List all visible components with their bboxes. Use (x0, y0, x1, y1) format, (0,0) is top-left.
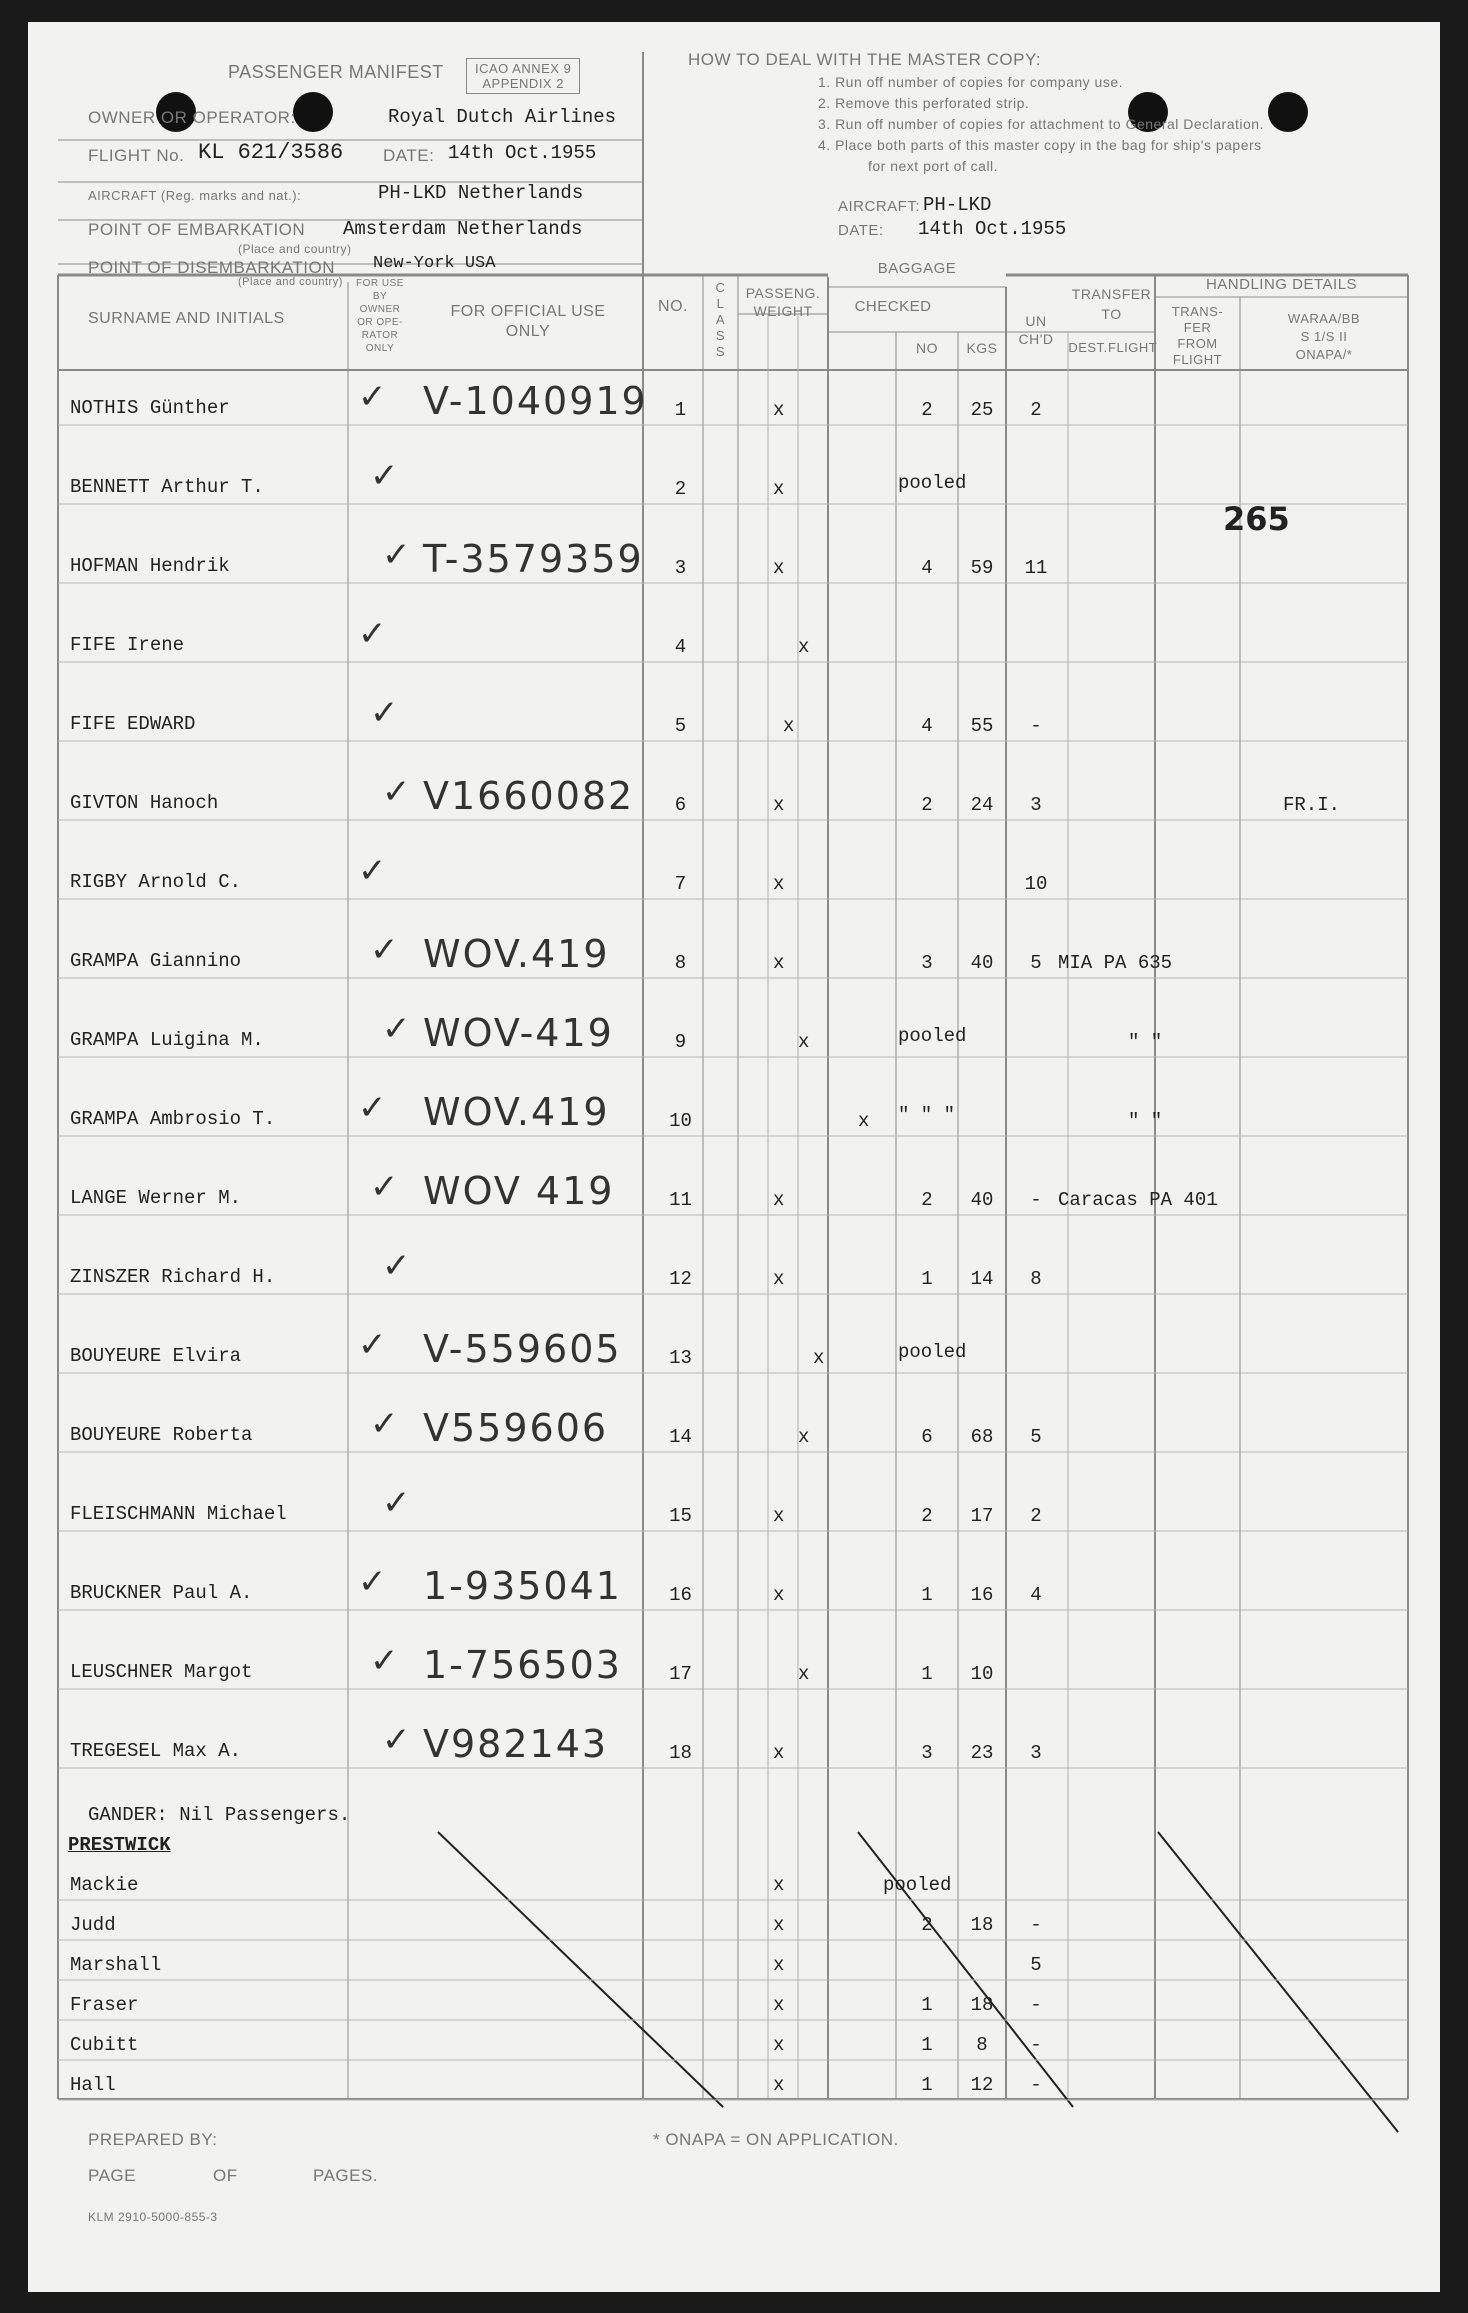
master-aircraft-label: AIRCRAFT: (838, 198, 921, 215)
row-number: 11 (669, 1189, 692, 1211)
class-mark: x (773, 1742, 785, 1764)
icao-annex: ICAO ANNEX 9 (475, 61, 572, 76)
baggage-kgs: pooled (898, 472, 967, 494)
passenger-name: LEUSCHNER Margot (70, 1661, 253, 1683)
row-number: 15 (669, 1505, 692, 1527)
official-number: 1-935041 (423, 1564, 622, 1608)
header-line: L (716, 296, 725, 311)
stamp-number: 265 (1223, 500, 1290, 538)
class-mark: x (773, 952, 785, 974)
baggage-count: 2 (921, 794, 933, 816)
header-line: FER (1183, 320, 1212, 335)
official-number: V559606 (423, 1406, 609, 1450)
baggage-count: 3 (921, 952, 933, 974)
row-number: 17 (669, 1663, 692, 1685)
owner-value: Royal Dutch Airlines (388, 106, 617, 128)
disembark-label: POINT OF DISEMBARKATION (88, 258, 336, 277)
header-line: S (715, 344, 726, 359)
master-copy-step: 4. Place both parts of this master copy in the bag for ship's papers (818, 137, 1262, 153)
baggage-kgs: 55 (970, 715, 994, 737)
passenger-name: FLEISCHMANN Michael (70, 1503, 287, 1525)
master-copy-step: 3. Run off number of copies for attachment to General Declaration. (818, 116, 1264, 132)
header-line: UN (1025, 313, 1047, 329)
baggage-kgs: 40 (970, 1189, 994, 1211)
baggage-count: 2 (921, 399, 933, 421)
passenger-name: BOUYEURE Elvira (70, 1345, 242, 1367)
row-number: 4 (674, 636, 687, 658)
class-mark: x (813, 1347, 825, 1369)
class-mark: x (773, 2074, 785, 2096)
baggage-count: 2 (921, 1914, 933, 1936)
unchecked-baggage: 5 (1030, 952, 1042, 974)
row-number: 10 (669, 1110, 692, 1132)
baggage-kgs: 12 (970, 2074, 994, 2096)
baggage-kgs: 16 (970, 1584, 994, 1606)
baggage-kgs: 10 (970, 1663, 994, 1685)
prestwick-name: Judd (70, 1914, 116, 1936)
official-number: WOV-419 (423, 1011, 614, 1055)
class-mark: x (773, 478, 785, 500)
unchecked-baggage: 3 (1030, 794, 1042, 816)
master-copy-step: 2. Remove this perforated strip. (818, 95, 1030, 111)
check-mark: ✓ (358, 614, 389, 654)
row-number: 5 (674, 715, 687, 737)
baggage-kgs: pooled (898, 1025, 967, 1047)
class-mark: x (798, 1426, 810, 1448)
handling-note: FR.I. (1283, 794, 1341, 816)
baggage-kgs: 18 (970, 1914, 994, 1936)
col-passeng-weight (738, 284, 828, 320)
unchecked-baggage: - (1030, 1994, 1042, 2016)
col-waraa (1240, 310, 1408, 364)
transfer-to: Caracas PA 401 (1058, 1189, 1218, 1211)
form-title: PASSENGER MANIFEST (228, 62, 444, 82)
passenger-name: BOUYEURE Roberta (70, 1424, 253, 1446)
class-mark: x (773, 794, 785, 816)
col-transfer-from (1155, 304, 1240, 368)
baggage-kgs: 8 (976, 2034, 988, 2056)
header-line: FOR OFFICIAL USE (450, 303, 606, 320)
baggage-count: 3 (921, 1742, 933, 1764)
header-line: WARAA/BB (1287, 311, 1361, 326)
passenger-name: RIGBY Arnold C. (70, 871, 242, 893)
header-line: ONLY (505, 323, 551, 340)
header-line: ONLY (365, 343, 395, 354)
header-line: PASSENG. (745, 285, 821, 301)
col-class (703, 280, 738, 360)
header-line: BY (372, 291, 388, 302)
row-number: 7 (674, 873, 687, 895)
baggage-count: 4 (921, 715, 933, 737)
header-line: OR OPE- (357, 317, 403, 328)
unchecked-baggage: 5 (1030, 1426, 1042, 1448)
aircraft-value: PH-LKD Netherlands (378, 182, 584, 204)
embark-value: Amsterdam Netherlands (343, 218, 583, 240)
disembark-value: New-York USA (373, 254, 496, 273)
col-flight: FLIGHT (1108, 340, 1158, 355)
official-number: WOV.419 (423, 1090, 610, 1134)
manifest-page (28, 22, 1440, 2292)
passenger-name: GRAMPA Giannino (70, 950, 242, 972)
passenger-name: LANGE Werner M. (70, 1187, 242, 1209)
check-mark: ✓ (370, 456, 401, 496)
header-line: CH'D (1018, 331, 1054, 347)
embark-label: POINT OF EMBARKATION (88, 220, 306, 239)
embark-sub: (Place and country) (238, 242, 352, 256)
class-mark: x (773, 557, 785, 579)
official-number: V-559605 (423, 1327, 622, 1371)
prestwick-name: Marshall (70, 1954, 162, 1976)
passenger-name: BENNETT Arthur T. (70, 476, 264, 498)
class-mark: x (773, 1954, 785, 1976)
row-number: 3 (674, 557, 687, 579)
col-bag-no: NO (916, 340, 938, 356)
col-dest: DEST. (1068, 340, 1108, 355)
official-number: 1-756503 (423, 1643, 622, 1687)
check-mark: ✓ (358, 377, 389, 417)
transfer-to: MIA PA 635 (1058, 952, 1173, 974)
baggage-count: 6 (921, 1426, 933, 1448)
master-date-label: DATE: (838, 222, 884, 239)
passenger-name: GRAMPA Ambrosio T. (70, 1108, 276, 1130)
header-line: FROM (1177, 336, 1218, 351)
date-value: 14th Oct.1955 (448, 142, 597, 164)
passenger-name: GIVTON Hanoch (70, 792, 219, 814)
baggage-kgs: pooled (898, 1341, 967, 1363)
baggage-count: 4 (921, 557, 933, 579)
pages-label: PAGES. (313, 2166, 379, 2185)
official-number: V982143 (423, 1722, 609, 1766)
official-number: WOV 419 (423, 1169, 615, 1213)
check-mark: ✓ (382, 772, 413, 812)
unchecked-baggage: - (1030, 1189, 1042, 1211)
class-mark: x (773, 399, 785, 421)
class-mark: x (798, 636, 810, 658)
master-aircraft-value: PH-LKD (923, 194, 992, 216)
form-code: KLM 2910-5000-855-3 (88, 2210, 218, 2224)
unchecked-baggage: - (1030, 2034, 1042, 2056)
class-mark: x (798, 1663, 810, 1685)
class-mark: x (773, 1584, 785, 1606)
check-mark: ✓ (382, 1483, 413, 1523)
header-line: FOR USE (356, 278, 404, 289)
aircraft-label: AIRCRAFT (Reg. marks and nat.): (88, 188, 302, 203)
row-number: 6 (674, 794, 687, 816)
baggage-count: 2 (921, 1505, 933, 1527)
row-number: 14 (669, 1426, 692, 1448)
unchecked-baggage: - (1030, 2074, 1042, 2096)
official-number: V1660082 (423, 774, 635, 818)
gander-note: GANDER: Nil Passengers. (88, 1804, 351, 1826)
unchecked-baggage: - (1030, 715, 1042, 737)
baggage-kgs: 24 (970, 794, 994, 816)
check-mark: ✓ (370, 930, 401, 970)
row-number: 16 (669, 1584, 692, 1606)
row-number: 1 (674, 399, 687, 421)
baggage-kgs: 14 (970, 1268, 994, 1290)
master-copy-step: for next port of call. (868, 158, 999, 174)
baggage-count: 1 (921, 1268, 933, 1290)
master-date-value: 14th Oct.1955 (918, 218, 1067, 240)
row-number: 18 (669, 1742, 692, 1764)
master-copy-title: HOW TO DEAL WITH THE MASTER COPY: (688, 50, 1042, 69)
passenger-name: ZINSZER Richard H. (70, 1266, 276, 1288)
class-mark: x (773, 873, 785, 895)
check-mark: ✓ (382, 535, 413, 575)
disembark-sub: (Place and country) (238, 276, 343, 288)
passenger-name: BRUCKNER Paul A. (70, 1582, 253, 1604)
transfer-to: " " (1128, 1110, 1163, 1132)
col-checked: CHECKED (854, 298, 932, 315)
baggage-kgs: " " " (898, 1104, 956, 1126)
col-official-use (418, 302, 638, 342)
unchecked-baggage: 2 (1030, 1505, 1042, 1527)
of-label: OF (213, 2166, 238, 2185)
flight-label: FLIGHT No. (88, 146, 185, 165)
check-mark: ✓ (370, 693, 401, 733)
header-line: OWNER (359, 304, 401, 315)
passenger-name: FIFE Irene (70, 634, 185, 656)
header-line: S (715, 328, 726, 343)
transfer-to: " " (1128, 1031, 1163, 1053)
check-mark: ✓ (358, 851, 389, 891)
icao-box (466, 58, 580, 94)
class-mark: x (773, 1505, 785, 1527)
col-kgs: KGS (966, 340, 998, 356)
col-handling: HANDLING DETAILS (1205, 276, 1358, 293)
flight-value: KL 621/3586 (198, 140, 344, 165)
check-mark: ✓ (358, 1088, 389, 1128)
col-surname: SURNAME AND INITIALS (88, 310, 285, 327)
unchecked-baggage: - (1030, 1914, 1042, 1936)
check-mark: ✓ (382, 1009, 413, 1049)
owner-label: OWNER OR OPERATOR: (88, 108, 296, 127)
baggage-count: 1 (921, 1994, 933, 2016)
unchecked-baggage: 8 (1030, 1268, 1042, 1290)
header-line: WEIGHT (753, 303, 813, 319)
passenger-name: NOTHIS Günther (70, 397, 230, 419)
header-line: C (715, 280, 726, 295)
check-mark: ✓ (358, 1325, 389, 1365)
baggage-kgs: 68 (970, 1426, 994, 1448)
class-mark: x (798, 1031, 810, 1053)
page-label: PAGE (88, 2166, 136, 2185)
unchecked-baggage: 4 (1030, 1584, 1042, 1606)
baggage-count: 1 (921, 1584, 933, 1606)
unchecked-baggage: 10 (1024, 873, 1048, 895)
passenger-name: TREGESEL Max A. (70, 1740, 242, 1762)
baggage-count: 1 (921, 2034, 933, 2056)
prepared-by: PREPARED BY: (88, 2130, 218, 2149)
baggage-kgs: 59 (970, 557, 994, 579)
col-transfer-to (1068, 284, 1155, 324)
class-mark: x (858, 1110, 870, 1132)
header-line: RATOR (361, 330, 399, 341)
header-line: TRANSFER (1071, 286, 1152, 302)
baggage-kgs: 17 (970, 1505, 994, 1527)
unchecked-baggage: 11 (1024, 557, 1048, 579)
check-mark: ✓ (370, 1404, 401, 1444)
class-mark: x (773, 1914, 785, 1936)
baggage-count: 1 (921, 1663, 933, 1685)
unchecked-baggage: 2 (1030, 399, 1042, 421)
row-number: 9 (674, 1031, 687, 1053)
passenger-name: FIFE EDWARD (70, 713, 196, 735)
row-number: 12 (669, 1268, 692, 1290)
header-line: TRANS- (1171, 304, 1224, 319)
row-number: 13 (669, 1347, 692, 1369)
baggage-kgs: 40 (970, 952, 994, 974)
col-unchecked (1006, 312, 1066, 348)
col-owner-use (350, 277, 410, 355)
icao-appendix: APPENDIX 2 (482, 76, 564, 91)
baggage-kgs: 18 (970, 1994, 994, 2016)
prestwick-name: Fraser (70, 1994, 139, 2016)
passenger-name: GRAMPA Luigina M. (70, 1029, 264, 1051)
check-mark: ✓ (370, 1167, 401, 1207)
col-baggage: BAGGAGE (828, 260, 1006, 277)
class-mark: x (773, 1874, 785, 1896)
class-mark: x (773, 1268, 785, 1290)
official-number: T-3579359 (423, 537, 644, 581)
date-label: DATE: (383, 146, 435, 165)
check-mark: ✓ (382, 1720, 413, 1760)
unchecked-baggage: 5 (1030, 1954, 1042, 1976)
prestwick-name: Hall (70, 2074, 116, 2096)
class-mark: x (783, 715, 795, 737)
baggage-count: 2 (921, 1189, 933, 1211)
master-copy-step: 1. Run off number of copies for company use. (818, 74, 1124, 90)
prestwick-label: PRESTWICK (68, 1834, 171, 1856)
class-mark: x (773, 1994, 785, 2016)
baggage-kgs: 23 (970, 1742, 994, 1764)
baggage-kgs: 25 (970, 399, 994, 421)
check-mark: ✓ (358, 1562, 389, 1602)
check-mark: ✓ (382, 1246, 413, 1286)
baggage-count: 1 (921, 2074, 933, 2096)
prestwick-name: Mackie (70, 1874, 139, 1896)
official-number: V-1040919 (423, 379, 648, 423)
baggage-kgs: pooled (883, 1874, 952, 1896)
row-number: 8 (674, 952, 687, 974)
header-line: S 1/S II (1300, 329, 1348, 344)
check-mark: ✓ (370, 1641, 401, 1681)
row-number: 2 (674, 478, 687, 500)
onapa-note: * ONAPA = ON APPLICATION. (653, 2130, 899, 2149)
prestwick-name: Cubitt (70, 2034, 139, 2056)
class-mark: x (773, 1189, 785, 1211)
header-line: TO (1101, 306, 1122, 322)
header-line: A (715, 312, 726, 327)
col-no: NO. (658, 298, 688, 315)
passenger-name: HOFMAN Hendrik (70, 555, 230, 577)
unchecked-baggage: 3 (1030, 1742, 1042, 1764)
class-mark: x (773, 2034, 785, 2056)
official-number: WOV.419 (423, 932, 610, 976)
header-line: ONAPA/* (1295, 347, 1353, 362)
header-line: FLIGHT (1172, 352, 1223, 367)
